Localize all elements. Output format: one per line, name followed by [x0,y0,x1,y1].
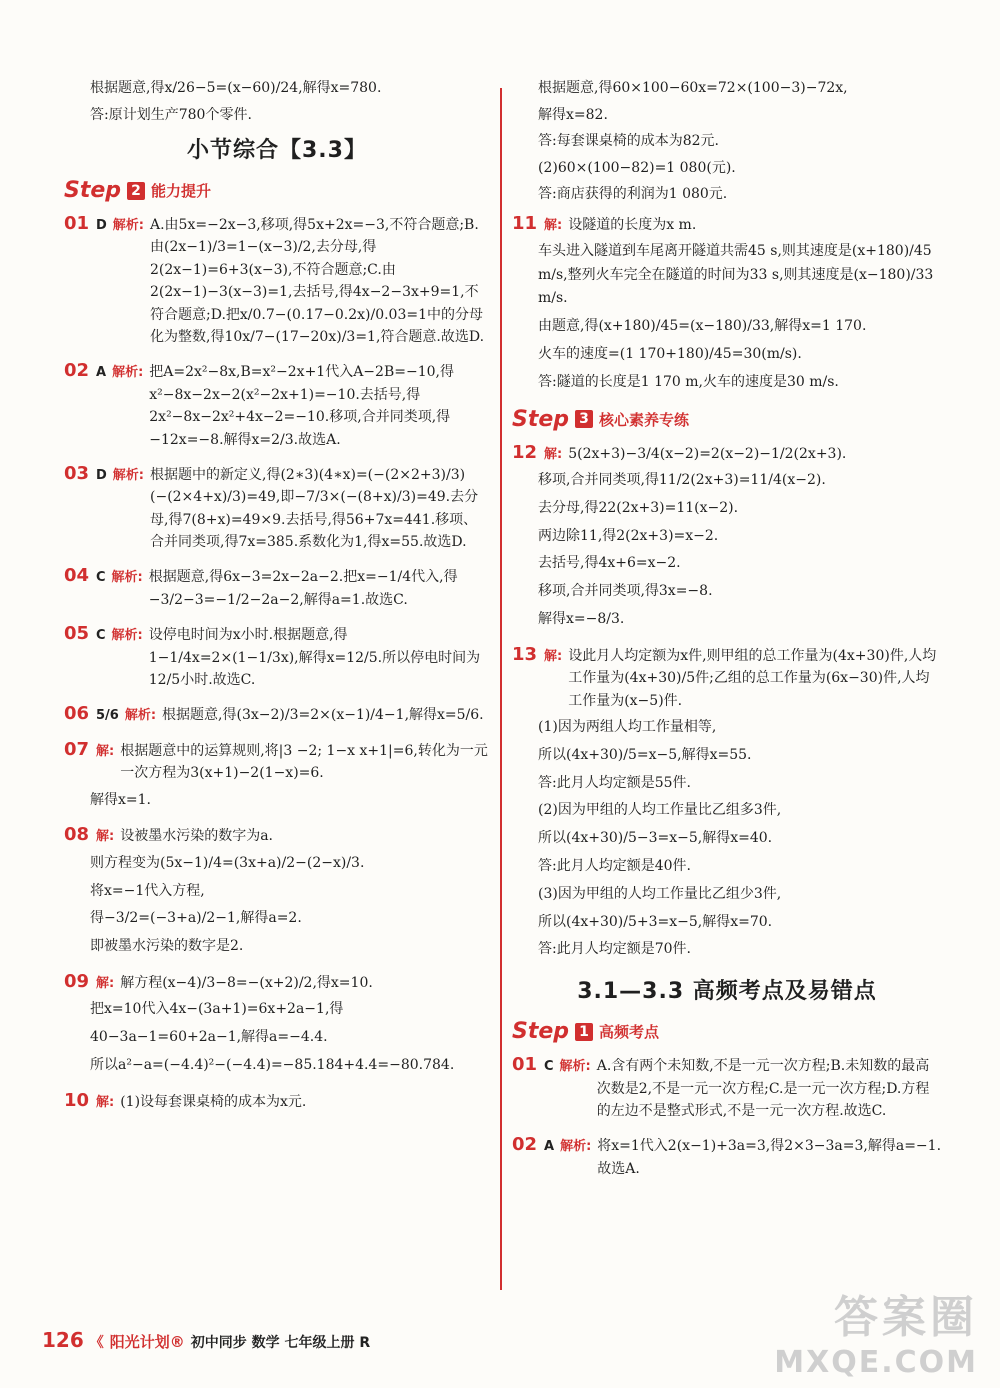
q10-line: 解得x=82. [538,106,608,123]
answer-choice: C [96,628,106,644]
solution-line: 把x=10代入4x−(3a+1)=6x+2a−1,得 [90,1001,344,1018]
solution-line: (3)因为甲组的人均工作量比乙组少3件, [538,885,782,902]
question-number: 12 [512,441,538,463]
step3-banner [512,407,942,432]
answer-choice: A [544,1139,555,1155]
question-head [64,739,490,785]
solution-line: 将x=−1代入方程, [90,882,205,899]
question-item [64,463,490,554]
answer-choice: C [544,1059,554,1075]
question-number: 02 [64,360,90,382]
question-number: 10 [64,1089,90,1111]
solution-text: 设停电时间为x小时.根据题意,得1−1/4x=2×(1−1/3x),解得x=12/5.所以停电时间为12/5小时.故选C. [148,627,481,689]
question-head [64,565,490,611]
question-11 [512,213,942,395]
solution-line: (1)因为两组人均工作量相等, [538,719,717,736]
watermark-bottom: MXQE.COM [774,1345,978,1380]
step2-label: 能力提升 [151,182,212,200]
q10-continuation [512,80,942,204]
solution-line: 所以(4x+30)/5−3=x−5,解得x=40. [538,830,773,847]
answer-choice: D [96,218,107,233]
solution-line: 所以(4x+30)/5=x−5,解得x=55. [538,746,752,763]
question-head [64,824,490,847]
question-head [512,1134,942,1180]
solution-text: 将x=1代入2(x−1)+3a=3,得2×3−3a=3,解得a=−1.故选A. [597,1138,942,1177]
question-item [512,442,942,632]
question-number: 06 [64,703,90,725]
question-number: 09 [64,970,90,992]
intro-line-1: 根据题意,得x/26−5=(x−60)/24,解得x=780. [90,80,382,96]
answer-choice: C [96,570,106,586]
step2-banner [64,178,490,203]
solution-line: 答:此月人均定额是55件. [538,774,691,791]
question-head [64,1090,490,1113]
question-head [512,442,942,465]
solution-line: 去分母,得22(2x+3)=11(x−2). [538,499,739,516]
footer-arrow-icon: 《 [89,1335,104,1351]
solution-text: 设被墨水污染的数字为a. [120,828,273,845]
question-number: 02 [512,1134,538,1156]
question-item [64,824,490,959]
question-head [512,1054,942,1122]
solution-label: 解: [544,446,563,462]
page-number: 126 [42,1328,84,1352]
right-question-list [512,1054,942,1180]
step2-number: 2 [127,182,145,200]
question-item [64,971,490,1078]
question-item [512,644,942,962]
question-number: 01 [64,213,90,234]
solution-line: 解得x=−8/3. [538,611,625,628]
solution-label: 解: [544,648,563,664]
left-question-list [64,213,490,1113]
solution-line: (2)因为甲组的人均工作量比乙组多3件, [538,802,782,819]
step3-label: 核心素养专练 [599,410,690,429]
solution-text: 设此月人均定额为x件,则甲组的总工作量为(4x+30)件,人均工作量为(4x+30)/5件;乙组的总工作量为(6x−30)件,人均工作量为(x−5)件. [568,647,937,709]
column-divider [500,88,502,1290]
answer-choice: D [96,467,107,483]
solution-label: 解析: [112,218,144,233]
solution-line: 火车的速度=(1 170+180)/45=30(m/s). [538,346,802,363]
solution-text: A.含有两个未知数,不是一元一次方程;B.未知数的最高次数是2,不是一元一次方程;C.是一元一次方程;D.方程的左边不是整式形式,不是一元一次方程.故选C. [596,1058,930,1119]
step1-word: Step [512,1019,570,1045]
question-number: 07 [64,738,90,760]
left-column [64,80,490,1125]
question-head [512,644,942,712]
solution-line: 即被墨水污染的数字是2. [90,938,244,955]
watermark-top: 答案圈 [834,1292,978,1343]
brand-name: 阳光计划® [109,1333,185,1351]
solution-line: 车头进入隧道到车尾离开隧道共需45 s,则其速度是(x+180)/45 m/s,整列火车完全在隧道的时间为33 s,则其速度是(x−180)/33 m/s. [538,242,934,307]
section2-title: 3.1—3.3 高频考点及易错点 [577,979,877,1005]
q10-line: 根据题意,得60×100−60x=72×(100−3)−72x, [538,80,848,96]
question-item [64,703,490,726]
q10-line: 答:商店获得的利润为1 080元. [538,186,728,202]
step1-banner [512,1019,942,1044]
solution-line: 解得x=1. [90,791,151,808]
question-head [64,463,490,554]
answer-choice: 5/6 [96,708,119,724]
question-head [64,971,490,994]
solution-text: 设隧道的长度为x m. [568,216,697,233]
solution-text: 解方程(x−4)/3−8=−(x+2)/2,得x=10. [120,974,373,991]
solution-line: 移项,合并同类项,得3x=−8. [538,583,713,600]
solution-line: 答:此月人均定额是40件. [538,858,691,874]
solution-text: 根据题意,得6x−3=2x−2a−2.把x=−1/4代入,得−3/2−3=−1/2−2a−2,解得a=1.故选C. [148,569,458,608]
solution-label: 解析: [111,628,143,644]
solution-label: 解: [96,829,115,845]
question-head [64,360,490,451]
solution-label: 解: [96,975,115,991]
answer-choice: A [96,365,107,381]
question-number: 03 [64,462,90,484]
solution-text: (1)设每套课桌椅的成本为x元. [120,1093,307,1110]
question-number: 08 [64,824,90,846]
question-head [64,703,490,726]
question-number: 04 [64,565,90,587]
solution-text: A.由5x=−2x−3,移项,得5x+2x=−3,不符合题意;B.由(2x−1)/3=1−(x−3)/2,去分母,得2(2x−1)=6+3(x−3),不符合题意;C.由2(2x−1)−3(x−3)=1,去括号,得4x−2−3x+9=1,不符合题意;D.把x/0.7−(0.17−0.2x)/0.03=1中的分母化为整数,得10x/7−(17−20x)/3=1,符合题意.故选D. [150,217,485,345]
step3-number: 3 [575,410,593,428]
question-item [64,565,490,611]
question-item [64,360,490,451]
question-item [64,1090,490,1113]
question-number: 05 [64,623,90,645]
question-12 [512,442,942,632]
question-number: 01 [512,1054,538,1076]
solution-line: 40−3a−1=60+2a−1,解得a=−4.4. [90,1029,328,1046]
question-head [64,623,490,691]
solution-label: 解析: [112,467,144,483]
step1-number: 1 [575,1023,593,1041]
solution-text: 根据题意,得(3x−2)/3=2×(x−1)/4−1,解得x=5/6. [162,707,484,724]
question-number: 11 [512,212,538,234]
question-13 [512,644,942,962]
solution-label: 解: [96,743,115,759]
step2-word: Step [64,178,122,203]
solution-text: 根据题中的新定义,得(2∗3)(4∗x)=(−(2×2+3)/3)(−(2×4+x)/3)=49,即−7/3×(−(8+x)/3)=49.去分母,得7(8+x)=49×9.去括号,得56+7x=441.移项、合并同类项,得7x=385.系数化为1,得x=55.故选D. [150,466,479,551]
question-head [64,213,490,348]
solution-line: 则方程变为(5x−1)/4=(3x+a)/2−(2−x)/3. [90,854,365,871]
question-item [64,623,490,691]
solution-label: 解析: [112,365,144,381]
solution-label: 解析: [559,1059,591,1075]
solution-text: 把A=2x²−8x,B=x²−2x+1代入A−2B=−10,得x²−8x−2x−2(x²−2x+1)=−10.去括号,得2x²−8x−2x²+4x−2=−10.移项,合并同类项,得−12x=−8.解得x=2/3.故选A. [149,364,454,448]
solution-label: 解: [544,217,563,233]
solution-line: 所以a²−a=(−4.4)²−(−4.4)=−85.184+4.4=−80.784. [90,1056,455,1073]
q10-line: 答:每套课桌椅的成本为82元. [538,133,719,149]
question-number: 13 [512,643,538,665]
solution-line: 去括号,得4x+6=x−2. [538,555,681,572]
solution-line: 答:隧道的长度是1 170 m,火车的速度是30 m/s. [538,373,839,390]
question-item [512,1134,942,1180]
question-item [64,213,490,348]
q10-line: (2)60×(100−82)=1 080(元). [538,159,736,176]
step3-word: Step [512,406,570,432]
solution-label: 解析: [560,1139,592,1155]
right-column [512,80,942,1192]
solution-line: 两边除11,得2(2x+3)=x−2. [538,527,719,544]
solution-line: 得−3/2=(−3+a)/2−1,解得a=2. [90,910,302,927]
solution-label: 解析: [111,570,143,586]
solution-text: 5(2x+3)−3/4(x−2)=2(x−2)−1/2(2x+3). [568,445,847,462]
series-name: 初中同步 数学 七年级上册 R [190,1335,371,1351]
question-item [64,739,490,813]
solution-text: 根据题意中的运算规则,将|3 −2; 1−x x+1|=6,转化为一元一次方程为3(x+1)−2(1−x)=6. [120,742,488,782]
page-footer [42,1328,370,1352]
intro-line-2: 答:原计划生产780个零件. [90,106,252,123]
question-item [512,1054,942,1122]
solution-line: 答:此月人均定额是70件. [538,941,691,958]
solution-label: 解: [96,1094,115,1110]
question-item [512,213,942,395]
solution-line: 由题意,得(x+180)/45=(x−180)/33,解得x=1 170. [538,318,867,335]
solution-label: 解析: [124,708,157,724]
solution-line: 移项,合并同类项,得11/2(2x+3)=11/4(x−2). [538,472,826,489]
watermark [774,1281,978,1380]
step1-label: 高频考点 [599,1023,660,1042]
solution-line: 所以(4x+30)/5+3=x−5,解得x=70. [538,913,773,930]
question-head [512,213,942,236]
section-title: 小节综合【3.3】 [187,138,367,163]
